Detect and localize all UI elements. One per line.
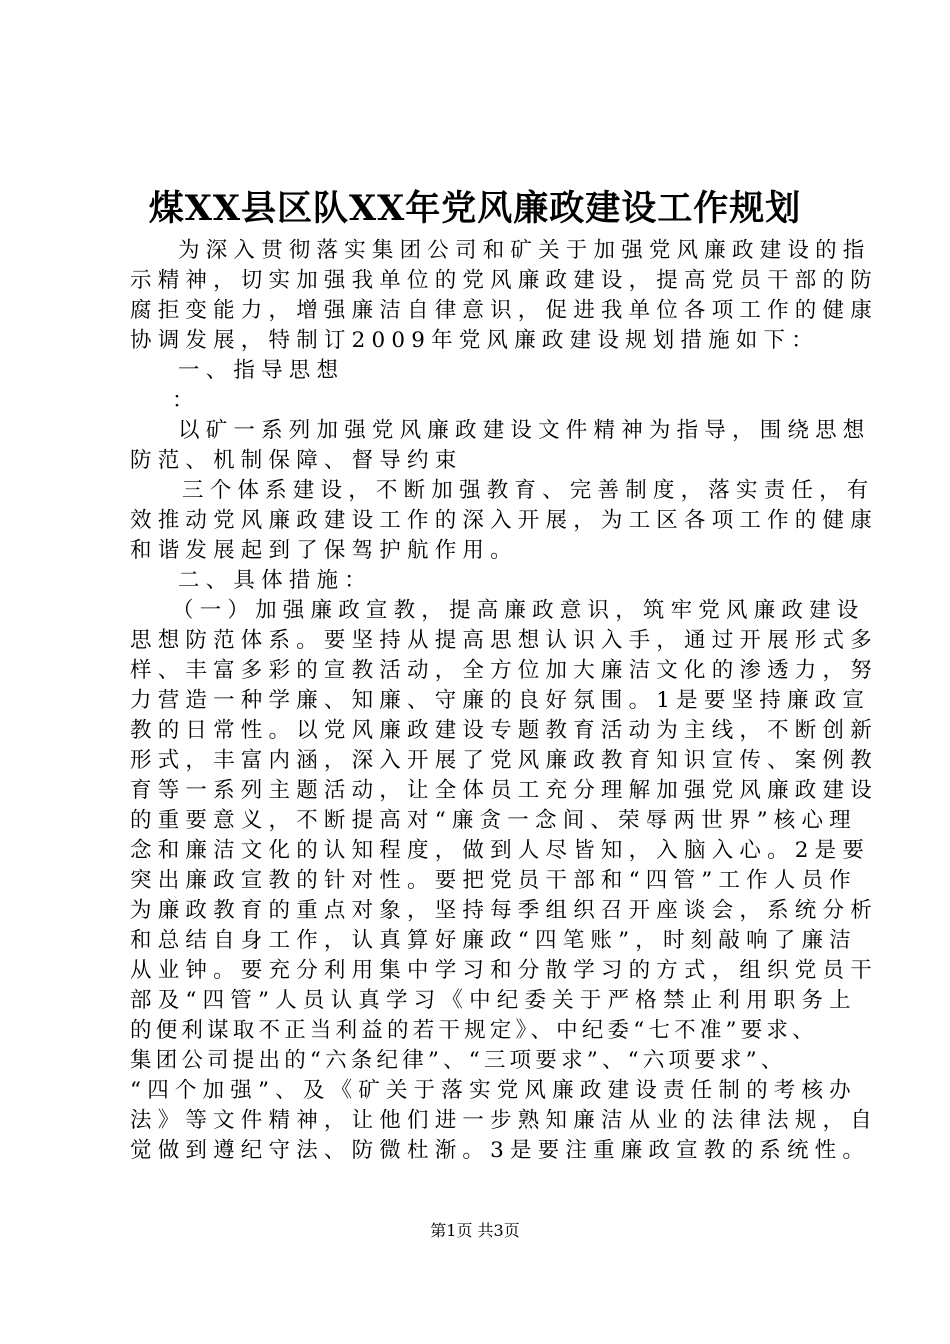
paragraph-line: （一）加强廉政宣教，提高廉政意识，筑牢党风廉政建设 — [172, 598, 865, 623]
paragraph-line: 力营造一种学廉、知廉、守廉的良好氛围。1是要坚持廉政宣 — [130, 688, 871, 713]
paragraph-line: 突出廉政宣教的针对性。要把党员干部和“四管”工作人员作 — [130, 868, 857, 893]
paragraph-line: 育等一系列主题活动，让全体员工充分理解加强党风廉政建设 — [130, 778, 878, 803]
paragraph-line: 思想防范体系。要坚持从提高思想认识入手，通过开展形式多 — [130, 628, 878, 653]
paragraph-line: 三个体系建设，不断加强教育、完善制度，落实责任，有 — [182, 478, 875, 503]
section-heading: 一、指导思想 — [178, 358, 345, 383]
paragraph-line: 的重要意义，不断提高对“廉贪一念间、荣辱两世界”核心理 — [130, 808, 857, 833]
document-title: 煤XX县区队XX年党风廉政建设工作规划 — [148, 188, 802, 229]
page-footer: 第1页 共3页 — [430, 1221, 520, 1240]
paragraph-line: 效推动党风廉政建设工作的深入开展，为工区各项工作的健康 — [130, 508, 878, 533]
paragraph-line: 防范、机制保障、督导约束 — [130, 448, 463, 473]
section-heading: 二、具体措施： — [178, 568, 372, 593]
paragraph-line: 腐拒变能力，增强廉洁自律意识，促进我单位各项工作的健康 — [130, 298, 878, 323]
paragraph-line: 为廉政教育的重点对象，坚持每季组织召开座谈会，系统分析 — [130, 898, 878, 923]
paragraph-line: 念和廉洁文化的认知程度，做到人尽皆知，入脑入心。2是要 — [130, 838, 871, 863]
paragraph-line: ： — [172, 388, 200, 413]
paragraph-line: 为深入贯彻落实集团公司和矿关于加强党风廉政建设的指 — [178, 238, 871, 263]
paragraph-line: 以矿一系列加强党风廉政建设文件精神为指导，围绕思想 — [178, 418, 871, 443]
paragraph-line: 集团公司提出的“六条纪律”、“三项要求”、“六项要求”、 — [130, 1048, 787, 1073]
paragraph-line: 教的日常性。以党风廉政建设专题教育活动为主线，不断创新 — [130, 718, 878, 743]
paragraph-line: 和总结自身工作，认真算好廉政“四笔账”，时刻敲响了廉洁 — [130, 928, 857, 953]
paragraph-line: 从业钟。要充分利用集中学习和分散学习的方式，组织党员干 — [130, 958, 878, 983]
paragraph-line: 形式，丰富内涵，深入开展了党风廉政教育知识宣传、案例教 — [130, 748, 878, 773]
paragraph-line: 部及“四管”人员认真学习《中纪委关于严格禁止利用职务上 — [130, 988, 857, 1013]
document-body — [130, 236, 878, 1166]
paragraph-line: 示精神，切实加强我单位的党风廉政建设，提高党员干部的防 — [130, 268, 878, 293]
paragraph-line: 法》等文件精神，让他们进一步熟知廉洁从业的法律法规，自 — [130, 1108, 878, 1133]
paragraph-line: 和谐发展起到了保驾护航作用。 — [130, 538, 518, 563]
paragraph-line: 的便利谋取不正当利益的若干规定》、中纪委“七不准”要求、 — [130, 1018, 818, 1043]
paragraph-line: 协调发展，特制订2009年党风廉政建设规划措施如下： — [130, 328, 819, 353]
paragraph-line: 样、丰富多彩的宣教活动，全方位加大廉洁文化的渗透力，努 — [130, 658, 878, 683]
paragraph-line: “四个加强”、及《矿关于落实党风廉政建设责任制的考核办 — [130, 1078, 857, 1103]
paragraph-line: 觉做到遵纪守法、防微杜渐。3是要注重廉政宣教的系统性。 — [130, 1138, 871, 1163]
